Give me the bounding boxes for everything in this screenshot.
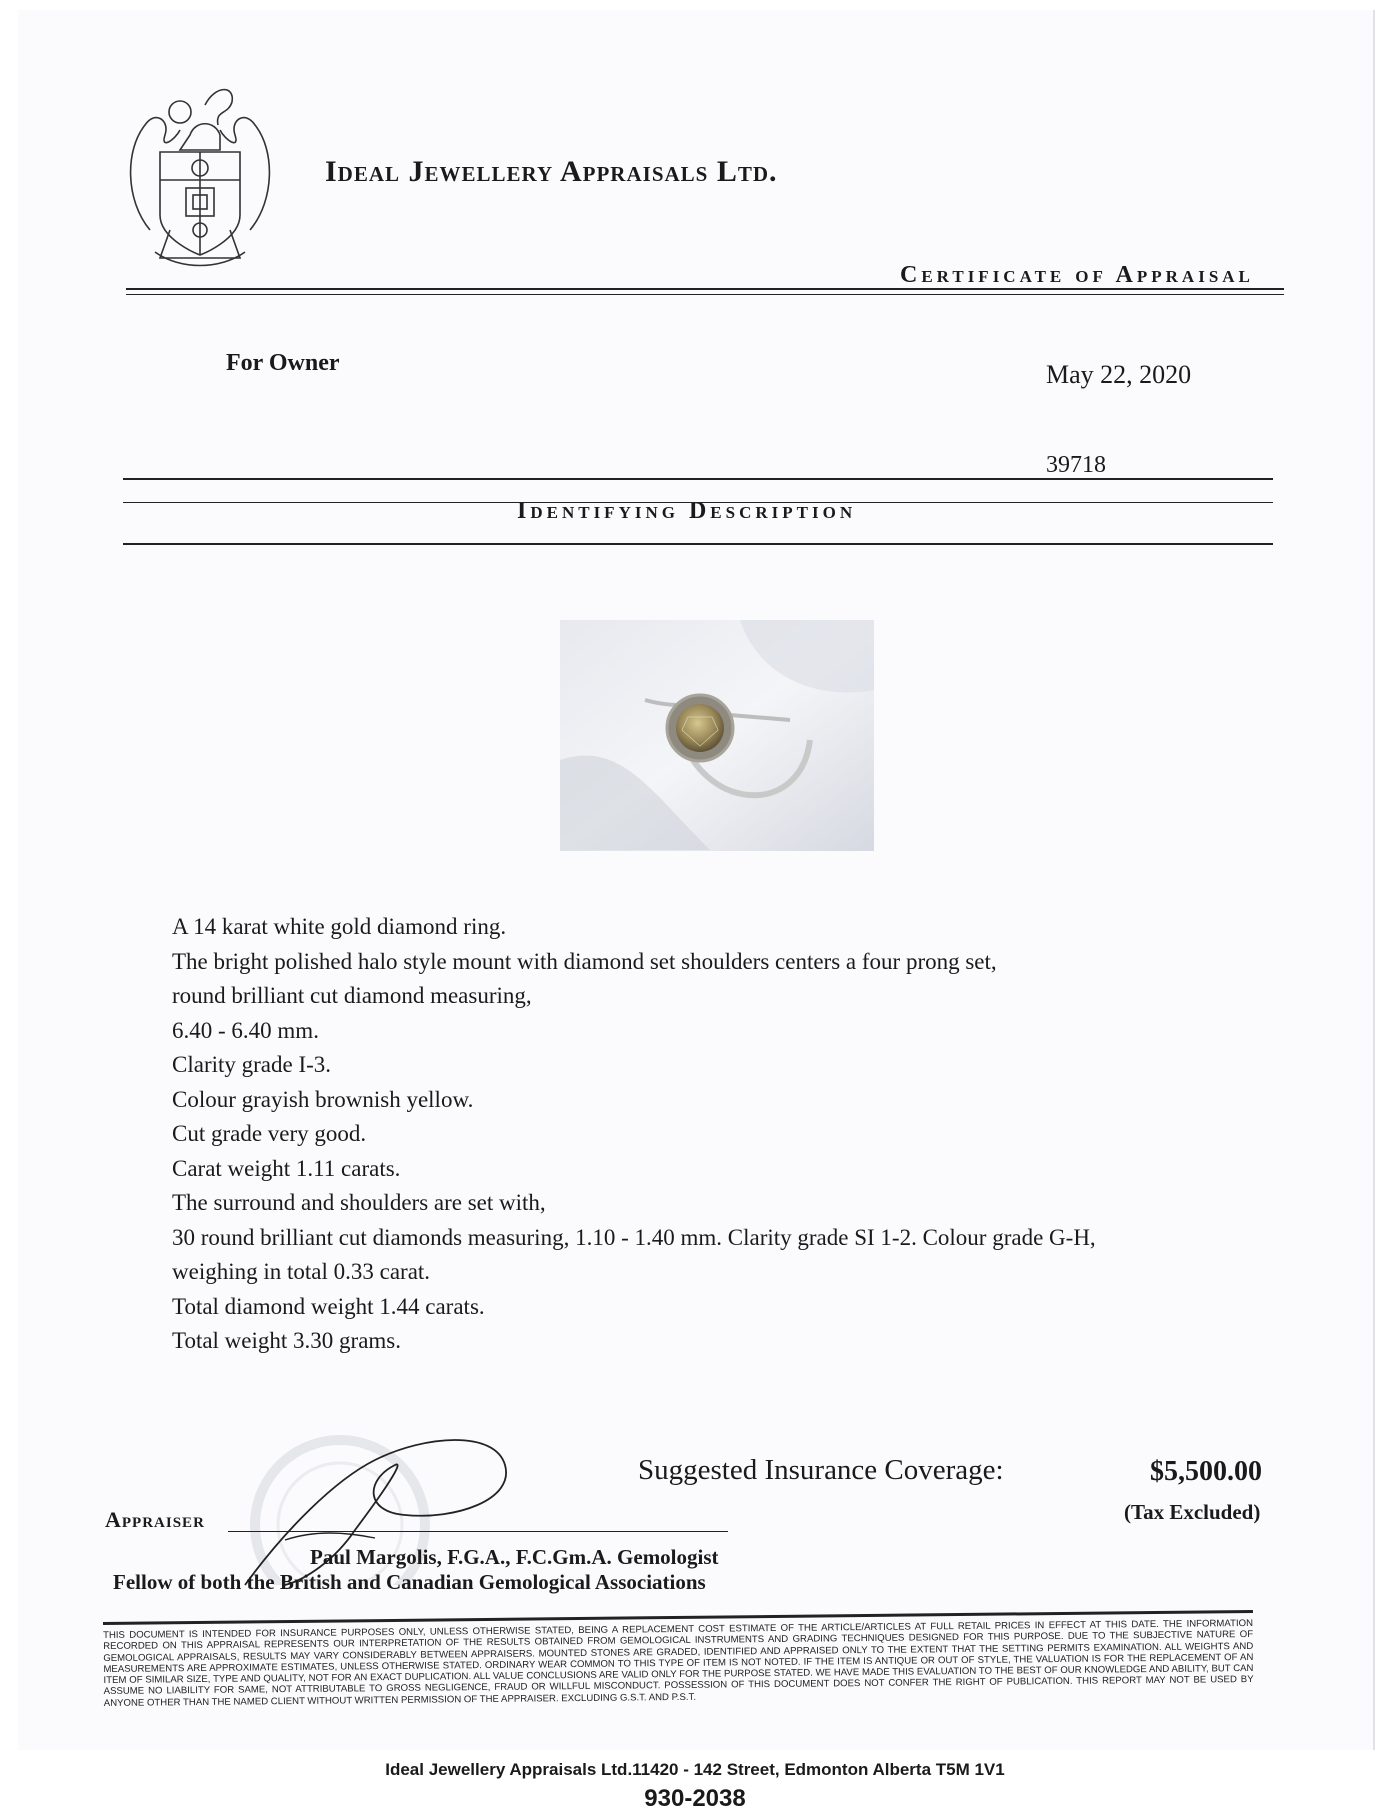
section-rule-bottom <box>123 543 1273 545</box>
description-line: Total weight 3.30 grams. <box>172 1328 401 1353</box>
identifying-description <box>172 910 1096 1359</box>
appraiser-name: Paul Margolis, F.G.A., F.C.Gm.A. Gemologist <box>310 1545 719 1569</box>
owner-label: For Owner <box>226 350 340 376</box>
description-line: Total diamond weight 1.44 carats. <box>172 1293 485 1319</box>
description-line: Colour grayish brownish yellow. <box>172 1086 474 1112</box>
section-title: Identifying Description <box>517 498 857 524</box>
coat-of-arms-logo <box>120 80 280 275</box>
insurance-coverage-label: Suggested Insurance Coverage: <box>638 1454 1004 1486</box>
appraiser-fellowship: Fellow of both the British and Canadian Gemological Associations <box>113 1570 706 1594</box>
company-name: Ideal Jewellery Appraisals Ltd. <box>325 155 778 188</box>
appraisal-number: 39718 <box>1046 452 1106 478</box>
tax-note: (Tax Excluded) <box>1124 1500 1261 1524</box>
certificate-title: Certificate of Appraisal <box>900 262 1254 288</box>
section-rule-top <box>123 478 1273 480</box>
description-line: Clarity grade I-3. <box>172 1052 332 1077</box>
description-line: The surround and shoulders are set with, <box>172 1190 546 1215</box>
appraiser-label: Appraiser <box>105 1507 205 1532</box>
description-line: 6.40 - 6.40 mm. <box>172 1017 319 1043</box>
ring-photo <box>560 620 874 851</box>
legal-disclaimer: THIS DOCUMENT IS INTENDED FOR INSURANCE PURPOSES ONLY, UNLESS OTHERWISE STATED, BEING A REPLACEMENT COST ESTIMATE OF THE ARTICLE/ARTICLES AT FULL RETAIL PRICES IN EFFECT AT THIS DATE. THE INFORMATION RECORDED ON THIS APPRAISAL REPRESENTS OUR INTERPRETATION OF THE RESULTS OBTAINED FROM GEMOLOGICAL INSTRUMENTS AND GRADING TECHNIQUES DESIGNED FOR THIS PURPOSE. DUE TO THE SUBJECTIVE NATURE OF GEMOLOGICAL APPRAISALS, RESULTS MAY VARY CONSIDERABLY BETWEEN APPRAISERS. MOUNTED STONES ARE GRADED, IDENTIFIED AND APPRAISED ONLY TO THE EXTENT THAT THE SETTING PERMITS EXAMINATION. ALL WEIGHTS AND MEASUREMENTS ARE APPROXIMATE ESTIMATES, UNLESS OTHERWISE STATED. ORDINARY WEAR COMMON TO THIS TYPE OF ITEM IS NOT NOTED. IF THE ITEM IS ANTIQUE OR OUT OF STYLE, THE VALUATION IS FOR THE REPLACEMENT OF AN ITEM OF SIMILAR SIZE, TYPE AND QUALITY, NOT FOR AN EXACT DUPLICATION. ALL VALUE CONCLUSIONS ARE VALID ONLY FOR THE PURPOSE STATED. WE HAVE MADE THIS EVALUATION TO THE BEST OF OUR KNOWLEDGE AND ABILITY, BUT CAN ASSUME NO LIABILITY FOR SAME, NOT ATTRIBUTABLE TO GROSS NEGLIGENCE, FRAUD OR WILLFUL MISCONDUCT. POSSESSION OF THIS DOCUMENT DOES NOT CONFER THE RIGHT OF PUBLICATION. THIS REPORT MAY NOT BE USED BY ANYONE OTHER THAN THE NAMED CLIENT WITHOUT WRITTEN PERMISSION OF THE APPRAISER. EXCLUDING G.S.T. AND P.S.T. <box>103 1617 1254 1709</box>
description-line: weighing in total 0.33 carat. <box>172 1259 431 1284</box>
section-rule-mid <box>123 502 1273 503</box>
description-line: Cut grade very good. <box>172 1121 367 1146</box>
description-line: The bright polished halo style mount with diamond set shoulders centers a four prong set, <box>172 948 997 974</box>
insurance-amount: $5,500.00 <box>1150 1456 1262 1487</box>
header-rule-top <box>126 288 1284 290</box>
header-rule-bottom <box>126 294 1284 295</box>
description-line: round brilliant cut diamond measuring, <box>172 983 532 1008</box>
footer-phone: 930-2038 <box>644 1785 746 1812</box>
description-line: 30 round brilliant cut diamonds measuring, 1.10 - 1.40 mm. Clarity grade SI 1-2. Colour grade G-H, <box>172 1224 1096 1250</box>
description-line: Carat weight 1.11 carats. <box>172 1155 401 1181</box>
appraisal-date: May 22, 2020 <box>1046 360 1192 389</box>
footer-address: Ideal Jewellery Appraisals Ltd.11420 - 142 Street, Edmonton Alberta T5M 1V1 <box>385 1760 1005 1779</box>
description-line: A 14 karat white gold diamond ring. <box>172 914 507 939</box>
